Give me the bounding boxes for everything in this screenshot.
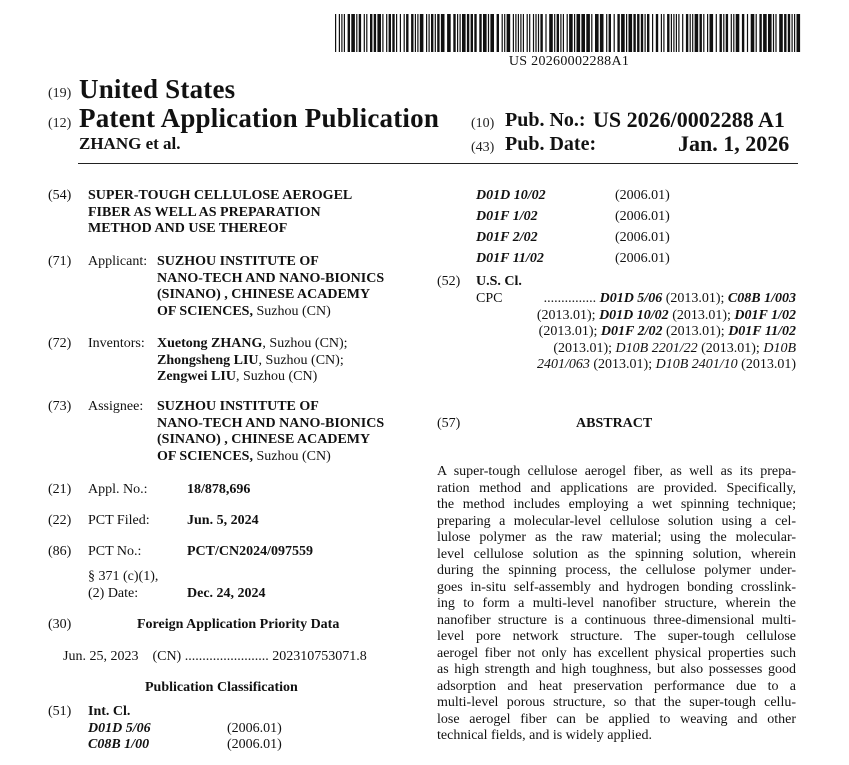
barcode-bar [344,14,345,52]
barcode-bar [348,14,350,52]
barcode-bar [431,14,433,52]
title-line: METHOD AND USE THEREOF [88,221,288,236]
barcode-bar [453,14,455,52]
code-73: (73) [48,399,72,414]
barcode-bar [557,14,559,52]
assignee-name [157,399,384,465]
barcode-bar [411,14,413,52]
barcode-bar [545,14,546,52]
barcode-bar [396,14,397,52]
pct-no-value: PCT/CN2024/097559 [187,544,313,559]
barcode-bar [577,14,581,52]
barcode-bar [726,14,728,52]
barcode-bar [386,14,387,52]
barcode-bar [392,14,394,52]
barcode-bar [641,14,643,52]
barcode-bar [420,14,424,52]
barcode-bar [716,14,717,52]
abstract-line: during the spinning process, the cellulose polymer under- [437,563,796,578]
barcode-bar [549,14,553,52]
applicant-location: Suzhou (CN) [252,303,331,319]
int-cl-version: (2006.01) [615,209,670,224]
barcode-bar [504,14,505,52]
int-cl-class: D01D 5/06 [88,721,151,736]
assignee-name-line: OF SCIENCES, [157,448,253,464]
applicant-name-line: NANO-TECH AND NANO-BIONICS [157,270,385,286]
assignee-label: Assignee: [88,399,144,414]
barcode-bar [339,14,340,52]
abstract-line: as high strength and high toughness, but also possesses good [437,662,796,677]
barcode-bar [460,14,461,52]
barcode-bar [520,14,521,52]
abstract-line: the method includes employing a wet spinning technique; [437,497,796,512]
barcode-bar [359,14,361,52]
code-12: (12) [48,116,72,131]
abstract-line: A super-tough cellulose aerogel fiber, as well as its prepa- [437,464,796,479]
inventors-list [157,336,348,386]
barcode-bar [490,14,494,52]
cpc-segment: 2401/063 [537,357,590,372]
cpc-segment: (2013.01); [668,307,735,323]
s371-label: § 371 (c)(1), [88,569,159,584]
code-71: (71) [48,254,72,269]
barcode-bar [374,14,376,52]
cpc-segment: D01D 10/02 [599,307,669,323]
barcode-bar [404,14,405,52]
barcode-bar [535,14,536,52]
cpc-segment: D10B 2201/22 [615,340,698,356]
applicant-name-line: (SINANO) , CHINESE ACADEMY [157,287,371,302]
abstract-line: preparing a molecular-level cellulose solution using a cel- [437,513,796,529]
barcode-bar [614,14,615,52]
barcode-bar [695,14,699,52]
barcode-bar [661,14,662,52]
code-54: (54) [48,188,72,203]
int-cl-class: D01F 1/02 [476,209,538,224]
inventors-label: Inventors: [88,336,145,351]
barcode-bar [437,14,439,52]
barcode-bar [581,14,585,52]
barcode-bar [569,14,573,52]
cpc-segment: D01F 11/02 [728,324,796,339]
abstract-line: goes in-situ self-assembly and hydrogen bonding crosslink- [437,579,796,595]
barcode-bar [488,14,489,52]
int-cl-class: D01F 2/02 [476,230,538,245]
int-cl-version: (2006.01) [227,737,282,752]
barcode-bar [720,14,722,52]
cpc-label: CPC [476,291,503,306]
barcode-bar [663,14,664,52]
barcode-bar [645,14,646,52]
barcode-bar [429,14,430,52]
inventor-name: Xuetong ZHANG [157,336,263,351]
code-72: (72) [48,336,72,351]
title-line: FIBER AS WELL AS PREPARATION [88,204,321,220]
barcode-bar [779,14,783,52]
barcode-bar [462,14,466,52]
code-43: (43) [471,140,495,155]
cpc-segment: (2013.01); [536,307,600,323]
pub-date-value: Jan. 1, 2026 [678,131,790,156]
barcode-bar [792,14,793,52]
barcode-bar [382,14,383,52]
barcode-bar [533,14,534,52]
cpc-segment: (2013.01); [662,324,729,339]
barcode-bar [656,14,658,52]
barcode-bar [707,14,708,52]
barcode-bar [626,14,627,52]
pub-no-value: US 2026/0002288 A1 [593,107,785,132]
barcode-bar [502,14,503,52]
inventor-location: , Suzhou (CN); [262,336,348,351]
barcode-number: US 20260002288A1 [508,54,630,69]
barcode-bar [364,14,365,52]
cpc-segment: (2013.01); [662,291,728,306]
abstract-line: lulose polymer as the raw material; using the molecular- [437,530,796,545]
cpc-segment: D01F 2/02 [600,324,663,339]
abstract-line: level pore network structure. The super-tough cellulose [437,629,796,644]
barcode-bar [784,14,786,52]
cpc-segment: D01F 1/02 [734,307,796,323]
barcode-bar [441,14,445,52]
abstract-line: ing to form a multi-level nanofiber structure, wherein the [437,596,796,611]
code-10: (10) [471,116,495,131]
foreign-priority-heading: Foreign Application Priority Data [137,617,340,632]
barcode-bar [733,14,734,52]
barcode-bar [700,14,702,52]
barcode-bar [751,14,755,52]
barcode-bar [667,14,669,52]
publication-classification-heading: Publication Classification [145,680,298,695]
barcode-bar [756,14,757,52]
abstract-line: adsorption and heat preservation performance due to a [437,678,796,694]
inventor-name: Zhongsheng LIU [157,352,259,368]
barcode-bar [554,14,555,52]
pub-date-label: Pub. Date: [505,133,597,155]
int-cl-version: (2006.01) [615,251,670,266]
barcode [335,14,803,52]
barcode-bar [621,14,625,52]
barcode-bar [426,14,427,52]
header-divider [78,163,798,164]
int-cl-version: (2006.01) [615,230,670,245]
barcode-bar [341,14,342,52]
assignee-location: Suzhou (CN) [252,448,331,464]
applicant-label: Applicant: [88,254,148,269]
assignee-name-line: (SINANO) , CHINESE ACADEMY [157,432,371,447]
cpc-segment: (2013.01); [697,340,764,356]
pct-filed-label: PCT Filed: [88,513,150,528]
barcode-bar [606,14,607,52]
barcode-bar [682,14,683,52]
barcode-bar [652,14,653,52]
barcode-bar [736,14,740,52]
barcode-bar [703,14,704,52]
barcode-bar [523,14,524,52]
barcode-bar [515,14,516,52]
int-cl-version: (2006.01) [615,188,670,203]
barcode-bar [406,14,408,52]
barcode-bar [629,14,633,52]
code-30: (30) [48,617,72,632]
barcode-bar [742,14,744,52]
barcode-bar [686,14,688,52]
inventor-location: , Suzhou (CN) [235,369,318,384]
barcode-bar [527,14,528,52]
inventor-location: , Suzhou (CN); [258,352,344,368]
cpc-segment: (2013.01); [553,340,616,356]
barcode-bar [417,14,418,52]
applicant-name-line: SUZHOU INSTITUTE OF [157,254,319,269]
abstract-text [437,464,796,745]
barcode-bar [768,14,772,52]
barcode-bar [447,14,451,52]
s371-date-value: Dec. 24, 2024 [187,586,266,601]
appl-no-label: Appl. No.: [88,482,148,497]
barcode-bar [377,14,381,52]
cpc-segment: D10B [763,340,796,356]
barcode-bar [563,14,564,52]
barcode-bar [335,14,336,52]
cpc-segment: (2013.01); [538,324,601,339]
barcode-bar [483,14,487,52]
barcode-bar [671,14,672,52]
barcode-bar [540,14,542,52]
barcode-bar [637,14,639,52]
cpc-segment: C08B 1/003 [727,291,796,306]
barcode-bar [507,14,511,52]
barcode-bar [676,14,677,52]
barcode-bar [389,14,391,52]
barcode-bar [497,14,499,52]
barcode-bar [600,14,604,52]
abstract-heading: ABSTRACT [576,416,653,431]
barcode-bar [538,14,539,52]
pub-no-label: Pub. No.: [505,109,586,131]
cpc-segment: ............... [540,291,600,306]
cpc-segment: D10B 2401/10 [655,357,738,372]
barcode-bar [356,14,357,52]
barcode-bar [513,14,514,52]
barcode-bar [747,14,748,52]
document-type-title: Patent Application Publication [79,103,440,133]
barcode-bar [673,14,674,52]
barcode-bar [759,14,761,52]
code-57: (57) [437,416,461,431]
int-cl-label: Int. Cl. [88,704,131,719]
barcode-bar [692,14,693,52]
barcode-bar [567,14,568,52]
barcode-bar [370,14,372,52]
barcode-bar [609,14,611,52]
barcode-bar [351,14,355,52]
us-cl-label: U.S. Cl. [476,274,522,289]
abstract-line: aerogel fiber not only has excellent physical properties such [437,645,796,661]
barcode-bar [775,14,776,52]
cpc-segment: (2013.01); [589,357,656,372]
barcode-bar [474,14,476,52]
int-cl-class: D01F 11/02 [476,251,544,266]
abstract-line: lose aerogel fiber can be applied to weaving and other [437,711,796,727]
abstract-line: nanofiber structure is a continuous three-dimensional multi- [437,612,796,628]
title-line: SUPER-TOUGH CELLULOSE AEROGEL [88,188,353,203]
barcode-bar [633,14,635,52]
applicant-name-line: OF SCIENCES, [157,303,253,319]
barcode-bar [690,14,691,52]
code-22: (22) [48,513,72,528]
code-86: (86) [48,544,72,559]
foreign-priority-entry: Jun. 25, 2023 (CN) ........................ 202310753071.8 [63,649,367,664]
barcode-bar [797,14,801,52]
invention-title [88,188,352,238]
abstract-line: technical fields, and is widely applied. [437,728,652,743]
code-52: (52) [437,274,461,289]
cpc-classifications [476,291,796,374]
inventor-name: Zengwei LIU [157,369,236,384]
int-cl-class: D01D 10/02 [476,188,546,203]
cpc-segment: D01D 5/06 [599,291,663,306]
cpc-segment: (2013.01) [737,357,796,372]
applicant-name [157,254,384,320]
barcode-bar [794,14,795,52]
barcode-bar [518,14,519,52]
country-title: United States [79,74,236,104]
barcode-bar [647,14,649,52]
int-cl-version: (2006.01) [227,721,282,736]
appl-no-value: 18/878,696 [187,482,251,497]
barcode-bar [710,14,714,52]
barcode-bar [467,14,469,52]
barcode-bar [574,14,575,52]
abstract-line: ration method and applications are provided. Specifically, [437,480,796,496]
barcode-bar [723,14,724,52]
barcode-bar [731,14,732,52]
barcode-bar [435,14,436,52]
barcode-bar [773,14,774,52]
barcode-bar [763,14,767,52]
authors: ZHANG et al. [79,134,181,153]
barcode-bar [415,14,416,52]
pct-no-label: PCT No.: [88,544,142,559]
barcode-bar [529,14,530,52]
barcode-bar [560,14,561,52]
barcode-bar [471,14,473,52]
barcode-bar [595,14,599,52]
assignee-name-line: NANO-TECH AND NANO-BIONICS [157,415,385,431]
code-51: (51) [48,704,72,719]
barcode-bar [591,14,592,52]
barcode-bar [400,14,401,52]
s371-date-label: (2) Date: [88,586,139,601]
barcode-bar [457,14,458,52]
barcode-bar [586,14,590,52]
barcode-bar [479,14,481,52]
assignee-name-line: SUZHOU INSTITUTE OF [157,399,319,414]
barcode-bar [366,14,367,52]
abstract-line: multi-level porous structure, so that the super-tough cellu- [437,695,796,710]
int-cl-class: C08B 1/00 [88,737,150,752]
pct-filed-value: Jun. 5, 2024 [187,513,259,528]
barcode-bar [617,14,619,52]
barcode-bar [788,14,790,52]
barcode-bar [678,14,679,52]
abstract-line: level cellulose solution as the spinning solution, wherein [437,546,796,562]
code-21: (21) [48,482,72,497]
code-19: (19) [48,86,72,101]
